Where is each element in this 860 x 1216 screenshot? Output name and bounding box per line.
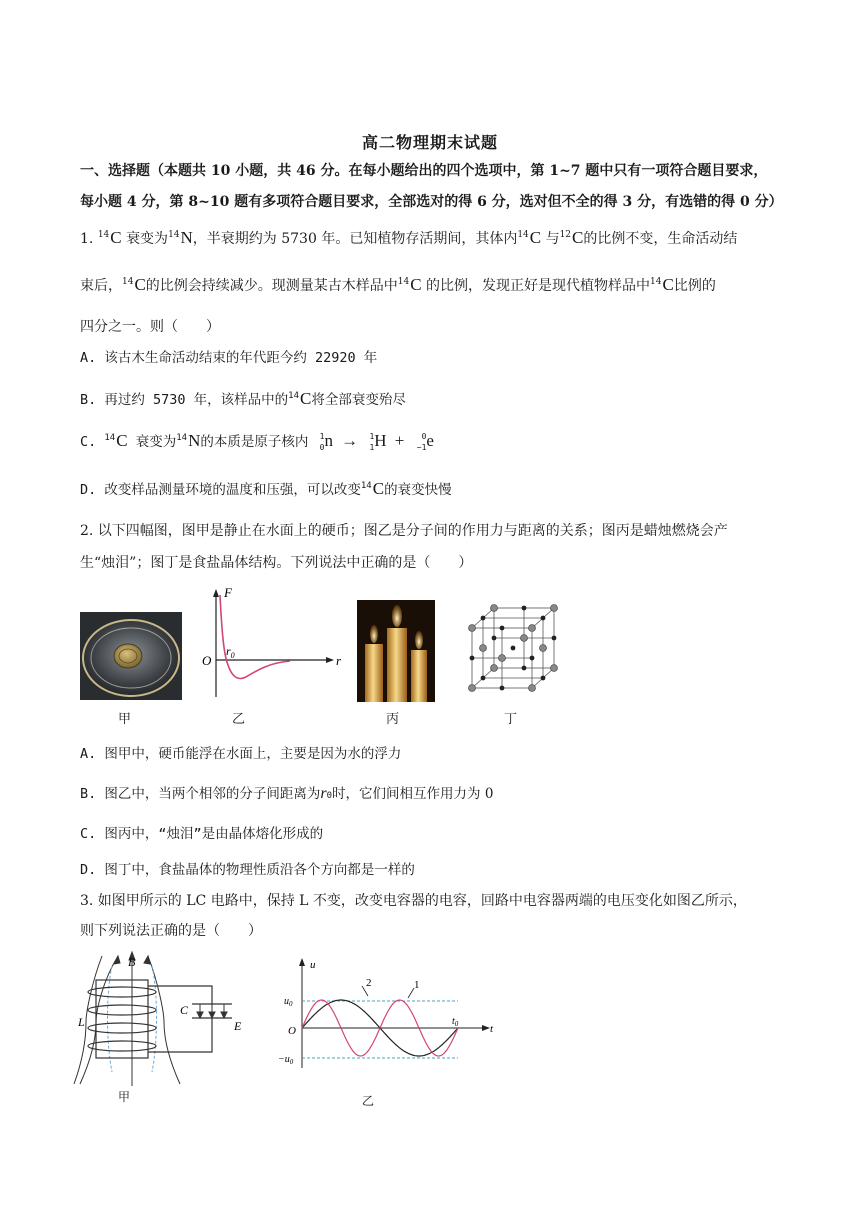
caption-circuit-jia: 甲: [118, 1090, 131, 1104]
q2-stem-line1: 2. 以下四幅图，图甲是静止在水面上的硬币；图乙是分子间的作用力与距离的关系；图丙是蜡烛燃烧会产: [80, 523, 728, 539]
axis-label-u: u: [310, 959, 316, 971]
q2-option-d: D. 图丁中，食盐晶体的物理性质沿各个方向都是一样的: [80, 862, 415, 878]
origin-label-3: O: [288, 1025, 296, 1037]
q2-option-b: B. 图乙中，当两个相邻的分子间距离为r0时，它们间相互作用力为 0: [80, 785, 494, 802]
axis-label-r: r: [336, 653, 342, 668]
t0-label: $t_0$: [452, 1016, 459, 1028]
caption-ding: 丁: [504, 712, 518, 727]
q1-stem-line1: 1. $^{14}$C 衰变为$^{14}$N，半衰期约为 5730 年。已知植物存活期间，其体内$^{14}$C 与$^{12}$C的比例不变，生命活动结: [80, 228, 738, 247]
curve-label-2: 2: [366, 977, 372, 989]
x-axis-arrow-icon: [326, 657, 334, 663]
label-c: C: [180, 1003, 189, 1017]
r0-label: $r_0$: [226, 644, 235, 660]
u0-label: $u_0$: [284, 996, 293, 1008]
label-b: B: [128, 955, 136, 969]
origin-label: O: [202, 653, 212, 668]
q2-option-c: C. 图丙中，“烛泪”是由晶体熔化形成的: [80, 826, 324, 842]
q1-stem-line3: 四分之一。则（ ）: [80, 319, 220, 335]
q3-stem-line1: 3. 如图甲所示的 LC 电路中，保持 L 不变，改变电容器的电容，回路中电容器两端的电压变化如图乙所示，: [80, 893, 747, 909]
q3-stem-line2: 则下列说法正确的是（ ）: [80, 923, 262, 939]
caption-yi: 乙: [232, 712, 246, 727]
t-axis-arrow-icon: [482, 1025, 490, 1031]
molecular-force-graph: [198, 585, 348, 703]
section-header-line1: 一、选择题（本题共 10 小题，共 46 分。在每小题给出的四个选项中，第 1~7 题中只有一项符合题目要求，: [80, 163, 768, 179]
salt-crystal-lattice: [462, 600, 562, 700]
y-axis-arrow-icon: [213, 589, 219, 597]
axis-label-t: t: [490, 1023, 494, 1035]
coin-on-water-photo: [80, 612, 182, 700]
voltage-time-graph: [278, 956, 502, 1072]
section-header-line2: 每小题 4 分，第 8~10 题有多项符合题目要求，全部选对的得 6 分，选对但不全的得 3 分，有选错的得 0 分）: [80, 194, 783, 210]
q1-stem-line2: 束后，$^{14}$C的比例会持续减少。现测量某古木样品中$^{14}$C 的比例，发现正好是现代植物样品中$^{14}$C比例的: [80, 275, 716, 294]
caption-jia: 甲: [118, 712, 132, 727]
q1-option-c: C. $^{14}$C 衰变为$^{14}$N的本质是原子核内 1 0 n → 1 1 H + 0 −1 e: [80, 431, 434, 452]
caption-bing: 丙: [386, 712, 400, 727]
force-curve: [220, 595, 290, 679]
curve-label-1: 1: [414, 979, 420, 991]
u-axis-arrow-icon: [299, 958, 305, 966]
axis-label-f: F: [224, 585, 232, 600]
neg-u0-label: $-u_0$: [278, 1054, 294, 1066]
q1-option-d: D. 改变样品测量环境的温度和压强，可以改变$^{14}$C的衰变快慢: [80, 479, 452, 498]
page-title: 高二物理期末试题: [361, 133, 498, 152]
label-e: E: [234, 1019, 242, 1033]
q2-option-a: A. 图甲中，硬币能浮在水面上，主要是因为水的浮力: [80, 746, 402, 762]
caption-graph-yi: 乙: [362, 1094, 375, 1108]
label-l: L: [78, 1015, 85, 1029]
q2-stem-line2: 生“烛泪”；图丁是食盐晶体结构。下列说法中正确的是（ ）: [80, 555, 473, 571]
candles-photo: [357, 600, 435, 702]
lc-circuit-diagram: [72, 952, 252, 1088]
q1-option-b: B. 再过约 5730 年，该样品中的$^{14}$C将全部衰变殆尽: [80, 389, 406, 408]
q1-option-a: A. 该古木生命活动结束的年代距今约 22920 年: [80, 350, 378, 366]
